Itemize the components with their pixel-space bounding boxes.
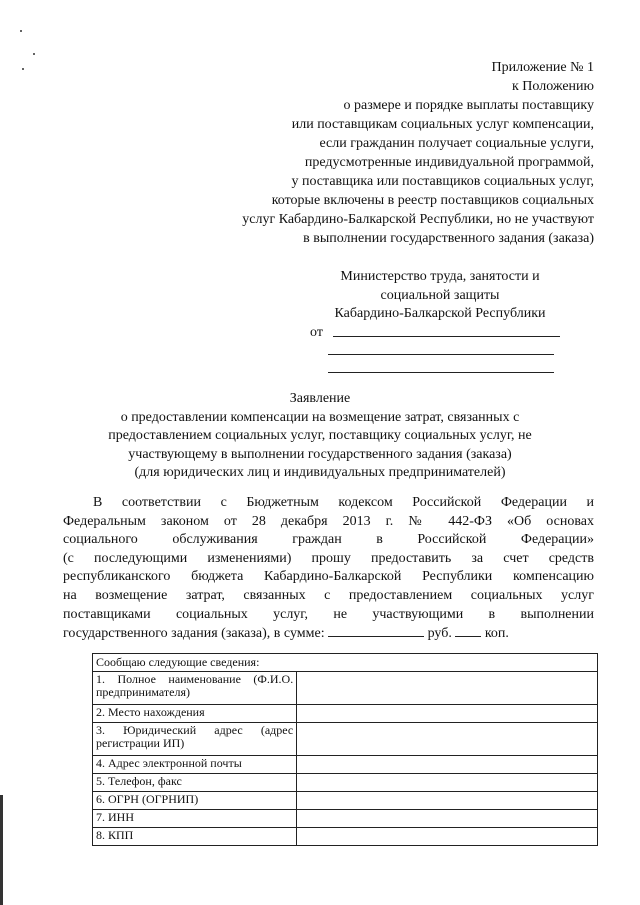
from-field-line-2[interactable] <box>328 354 554 355</box>
scan-speck <box>33 53 35 55</box>
table-row <box>93 672 598 705</box>
amount-rubles-field[interactable] <box>328 624 424 637</box>
row-value-field[interactable] <box>297 774 598 792</box>
header-line: к Положению <box>511 79 594 94</box>
body-line: республиканского бюджета Кабардино-Балкарской Республики компенсацию <box>63 569 594 585</box>
scan-speck <box>20 30 22 32</box>
scan-speck <box>22 68 24 70</box>
from-field-line-1[interactable] <box>333 336 560 337</box>
table-header-row <box>93 654 598 672</box>
appendix-header <box>174 58 594 248</box>
row-label: 3. Юридический адрес (адрес регистрации ИП) <box>93 723 297 756</box>
row-label: 8. КПП <box>93 828 297 846</box>
header-line: или поставщикам социальных услуг компенсации, <box>291 117 594 132</box>
amount-kopecks-field[interactable] <box>455 624 481 637</box>
title-heading: Заявление <box>289 391 351 406</box>
row-value-field[interactable] <box>297 672 598 705</box>
row-value-field[interactable] <box>297 756 598 774</box>
title-line: предоставлением социальных услуг, поставщику социальных услуг, не <box>108 428 532 443</box>
body-line: на возмещение затрат, связанных с предоставлением социальных услуг <box>63 587 594 603</box>
table-row <box>93 774 598 792</box>
table-row <box>93 705 598 723</box>
row-value-field[interactable] <box>297 810 598 828</box>
addressee-block <box>310 268 570 342</box>
application-title <box>60 390 580 483</box>
row-value-field[interactable] <box>297 792 598 810</box>
body-line: Федеральным законом от 28 декабря 2013 г. № 442-ФЗ «Об основах <box>63 513 594 529</box>
row-label: 7. ИНН <box>93 810 297 828</box>
row-label: 1. Полное наименование (Ф.И.О. предпринимателя) <box>93 672 297 705</box>
header-line: предусмотренные индивидуальной программой, <box>304 155 594 170</box>
row-value-field[interactable] <box>297 828 598 846</box>
rubles-label: руб. <box>427 626 452 642</box>
body-line: В соответствии с Бюджетным кодексом Российской Федерации и <box>93 495 594 510</box>
table-row <box>93 723 598 756</box>
body-line: (с последующими изменениями) прошу предоставить за счет средств <box>63 550 594 566</box>
table-row <box>93 792 598 810</box>
table-row <box>93 810 598 828</box>
from-row <box>310 324 570 343</box>
row-label: 6. ОГРН (ОГРНИП) <box>93 792 297 810</box>
addressee-line: Министерство труда, занятости и <box>340 269 540 284</box>
header-line: которые включены в реестр поставщиков социальных <box>271 193 594 208</box>
row-value-field[interactable] <box>297 705 598 723</box>
body-line: социального обслуживания граждан в Российской Федерации» <box>63 532 594 548</box>
scan-edge-mark <box>0 795 3 905</box>
body-line: поставщиками социальных услуг, не участвующими в выполнении <box>63 606 594 622</box>
kopecks-label: коп. <box>484 626 509 642</box>
table-header: Сообщаю следующие сведения: <box>93 654 598 672</box>
amount-label: государственного задания (заказа), в сумме: <box>63 626 325 642</box>
title-line: (для юридических лиц и индивидуальных предпринимателей) <box>134 465 506 480</box>
from-label: от <box>310 324 323 340</box>
appendix-number: Приложение № 1 <box>491 60 594 75</box>
row-value-field[interactable] <box>297 723 598 756</box>
row-label: 4. Адрес электронной почты <box>93 756 297 774</box>
title-line: о предоставлении компенсации на возмещение затрат, связанных с <box>120 409 520 425</box>
header-line: услуг Кабардино-Балкарской Республики, но не участвуют <box>242 212 594 227</box>
from-field-line-3[interactable] <box>328 372 554 373</box>
header-line: в выполнении государственного задания (заказа) <box>303 231 594 246</box>
addressee-line: социальной защиты <box>380 287 500 303</box>
application-body <box>63 494 594 644</box>
info-table <box>92 653 598 846</box>
addressee-line: Кабардино-Балкарской Республики <box>334 306 546 321</box>
header-line: если гражданин получает социальные услуги, <box>319 136 594 151</box>
title-line: участвующему в выполнении государственного задания (заказа) <box>128 446 512 462</box>
header-line: у поставщика или поставщиков социальных услуг, <box>291 174 594 189</box>
row-label: 2. Место нахождения <box>93 705 297 723</box>
table-row <box>93 756 598 774</box>
amount-line <box>63 624 594 644</box>
header-line: о размере и порядке выплаты поставщику <box>343 98 594 113</box>
row-label: 5. Телефон, факс <box>93 774 297 792</box>
table-row <box>93 828 598 846</box>
